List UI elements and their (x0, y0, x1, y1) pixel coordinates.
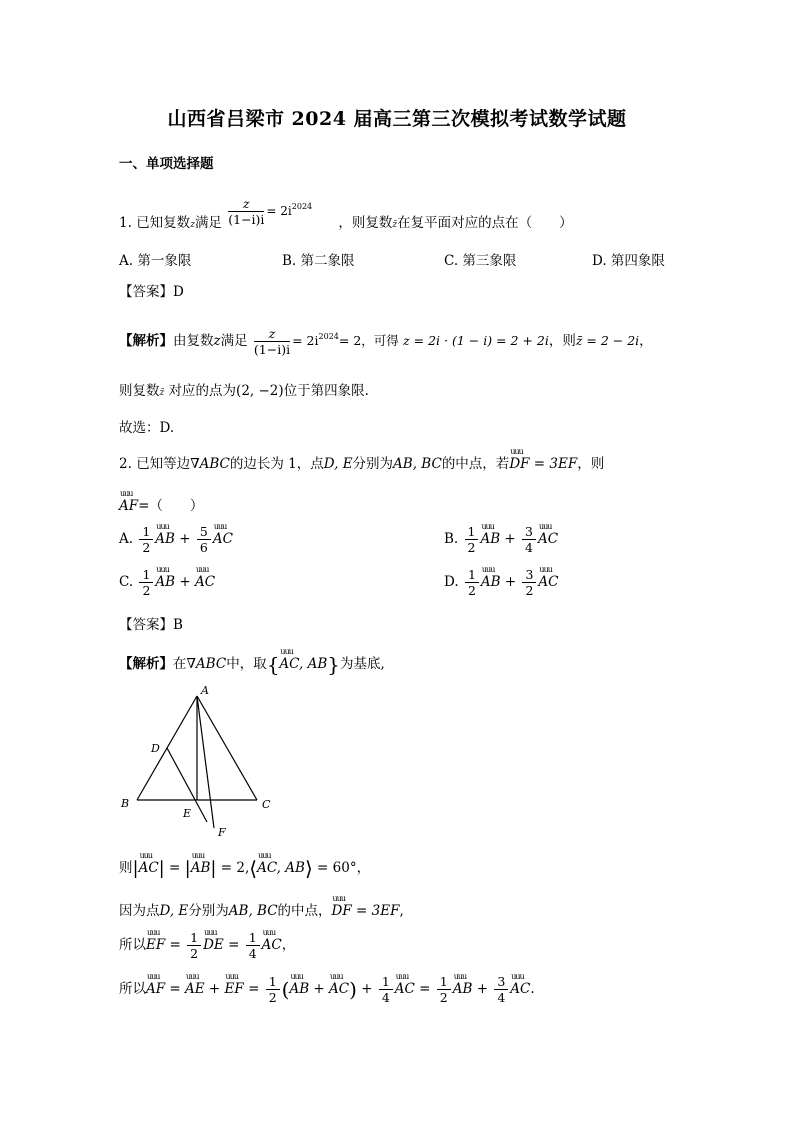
q1-option-c: C. 第三象限 (444, 253, 517, 269)
label-b: B (121, 797, 130, 810)
q1-analysis-line1: 【解析】由复数z满足 $\frac{z}{(1-i)i}$ = $2i^{2024}= 2$，可得 z = 2i · (1 − i) = 2 + 2i，则z̄ = 2 − 2i， (119, 326, 653, 357)
side-ac (197, 696, 257, 800)
q2-option-a: A. $\frac{1}{2}$ uuu AB + $\frac{5}{6}$ uuu AC (119, 524, 233, 555)
q1-answer: 【答案】D (119, 284, 184, 300)
q1-analysis-line2: 则复数z̄ 对应的点为(2, −2)位于第四象限. (119, 383, 369, 399)
q2-option-d: D. $\frac{1}{2}$ uuu AB + $\frac{3}{2}$ uuu AC (444, 567, 559, 598)
q2-option-c: C. $\frac{1}{2}$ uuu AB + uuu AC (119, 567, 215, 598)
q1-choice: 故选：D. (119, 420, 175, 436)
section-heading: 一、单项选择题 (119, 156, 214, 172)
label-f: F (218, 826, 226, 839)
q1-option-b: B. 第二象限 (282, 253, 355, 269)
q2-analysis-line5: 所以uuu AF = uuu AE + uuu EF = $\frac{1}{2}$ (uuu AB + uuu AC) + $\frac{1}{4}$ uuu AC = $\frac{1}{2}$ uuu AB + $\frac{3}{4}$ uuu AC. (119, 974, 535, 1005)
q2-analysis-line3: 因为点D, E分别为AB, BC的中点，uuu DF = 3EF, (119, 899, 404, 919)
q1-fraction: $\frac{z}{(1-i)i}$ (228, 196, 265, 227)
triangle-figure (115, 682, 285, 842)
page-title: 山西省吕梁市 2024 届高三第三次模拟考试数学试题 (167, 108, 627, 130)
label-a: A (201, 684, 209, 697)
label-e: E (183, 807, 192, 820)
q2-analysis-line1: 【解析】在∇ABC中，取{uuu AC, AB}为基底, (119, 652, 385, 677)
q1-option-a: A. 第一象限 (119, 253, 192, 269)
q2-analysis-line2: 则|uuu AC| = |uuu AB| = 2,⟨uuu AC, AB⟩ = 60°， (119, 856, 370, 881)
q2-analysis-line4: 所以uuu EF = $\frac{1}{2}$ uuu DE = $\frac{1}{4}$ uuu AC， (119, 930, 295, 961)
q2-ask: uuu AF=（ ） (119, 494, 203, 514)
label-c: C (262, 798, 271, 811)
q1-option-d: D. 第四象限 (592, 253, 665, 269)
label-d: D (151, 742, 160, 755)
q1-stem: 1. 已知复数z满足 $\frac{z}{(1-i)i}$ = $2i^{2024}$ ，则复数z̄在复平面对应的点在（ ） (119, 196, 573, 231)
q2-answer: 【答案】B (119, 617, 183, 633)
q2-stem: 2. 已知等边∇ABC的边长为 1，点D, E分别为AB, BC的中点，若uuu DF = 3EF，则 (119, 452, 604, 472)
q2-option-b: B. $\frac{1}{2}$ uuu AB + $\frac{3}{4}$ uuu AC (444, 524, 558, 555)
